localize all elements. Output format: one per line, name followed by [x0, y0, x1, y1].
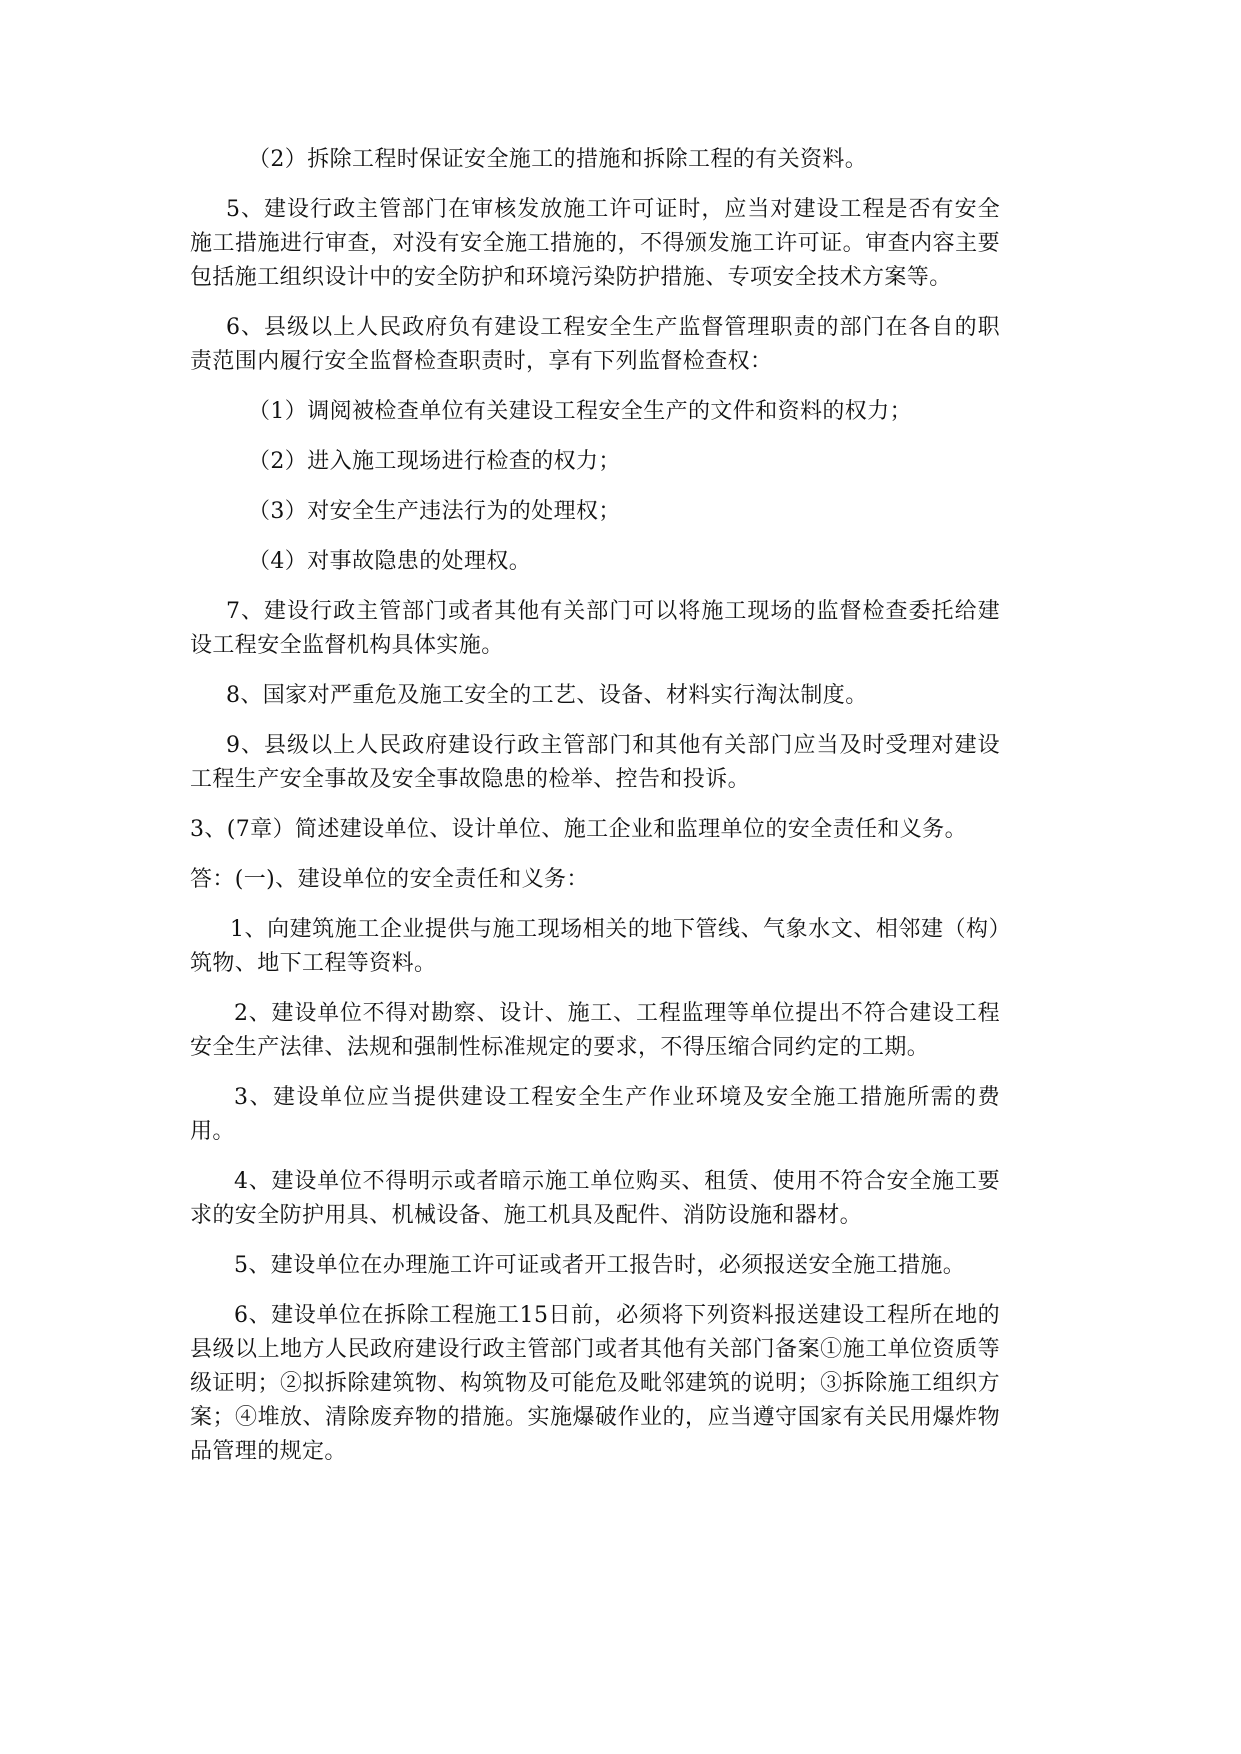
paragraph-item-6: 6、县级以上人民政府负有建设工程安全生产监督管理职责的部门在各自的职责范围内履行安全监督检查职责时，享有下列监督检查权： — [190, 315, 1000, 374]
paragraph-item-7: 7、建设行政主管部门或者其他有关部门可以将施工现场的监督检查委托给建设工程安全监督机构具体实施。 — [190, 599, 1000, 658]
answer-item-6: 6、建设单位在拆除工程施工15日前，必须将下列资料报送建设工程所在地的县级以上地方人民政府建设行政主管部门或者其他有关部门备案①施工单位资质等级证明；②拟拆除建筑物、构筑物及可能危及毗邻建筑的说明；③拆除施工组织方案；④堆放、清除废弃物的措施。实施爆破作业的，应当遵守国家有关民用爆炸物品管理的规定。 — [190, 1303, 1000, 1464]
paragraph-item-8: 8、国家对严重危及施工安全的工艺、设备、材料实行淘汰制度。 — [226, 683, 868, 708]
paragraph-subitem-2: （2）进入施工现场进行检查的权力； — [248, 449, 621, 474]
answer-item-4: 4、建设单位不得明示或者暗示施工单位购买、租赁、使用不符合安全施工要求的安全防护用具、机械设备、施工机具及配件、消防设施和器材。 — [190, 1169, 1000, 1228]
paragraph-item-5: 5、建设行政主管部门在审核发放施工许可证时，应当对建设工程是否有安全施工措施进行审查，对没有安全施工措施的，不得颁发施工许可证。审查内容主要包括施工组织设计中的安全防护和环境污染防护措施、专项安全技术方案等。 — [190, 197, 1000, 290]
document-body — [190, 143, 1000, 1485]
answer-heading: 答：(一)、建设单位的安全责任和义务： — [190, 867, 589, 892]
paragraph-subitem-4: （4）对事故隐患的处理权。 — [248, 549, 532, 574]
paragraph-demolition-measures: （2）拆除工程时保证安全施工的措施和拆除工程的有关资料。 — [248, 147, 868, 172]
answer-item-1: 1、向建筑施工企业提供与施工现场相关的地下管线、气象水文、相邻建（构）筑物、地下工程等资料。 — [190, 917, 1000, 976]
paragraph-subitem-1: （1）调阅被检查单位有关建设工程安全生产的文件和资料的权力； — [248, 399, 912, 424]
answer-item-2: 2、建设单位不得对勘察、设计、施工、工程监理等单位提出不符合建设工程安全生产法律、法规和强制性标准规定的要求，不得压缩合同约定的工期。 — [190, 1001, 1000, 1060]
answer-item-5: 5、建设单位在办理施工许可证或者开工报告时，必须报送安全施工措施。 — [234, 1253, 966, 1278]
paragraph-item-9: 9、县级以上人民政府建设行政主管部门和其他有关部门应当及时受理对建设工程生产安全事故及安全事故隐患的检举、控告和投诉。 — [190, 733, 1000, 792]
paragraph-subitem-3: （3）对安全生产违法行为的处理权； — [248, 499, 621, 524]
question-3: 3、(7章）简述建设单位、设计单位、施工企业和监理单位的安全责任和义务。 — [190, 817, 967, 842]
answer-item-3: 3、建设单位应当提供建设工程安全生产作业环境及安全施工措施所需的费用。 — [190, 1085, 1000, 1144]
